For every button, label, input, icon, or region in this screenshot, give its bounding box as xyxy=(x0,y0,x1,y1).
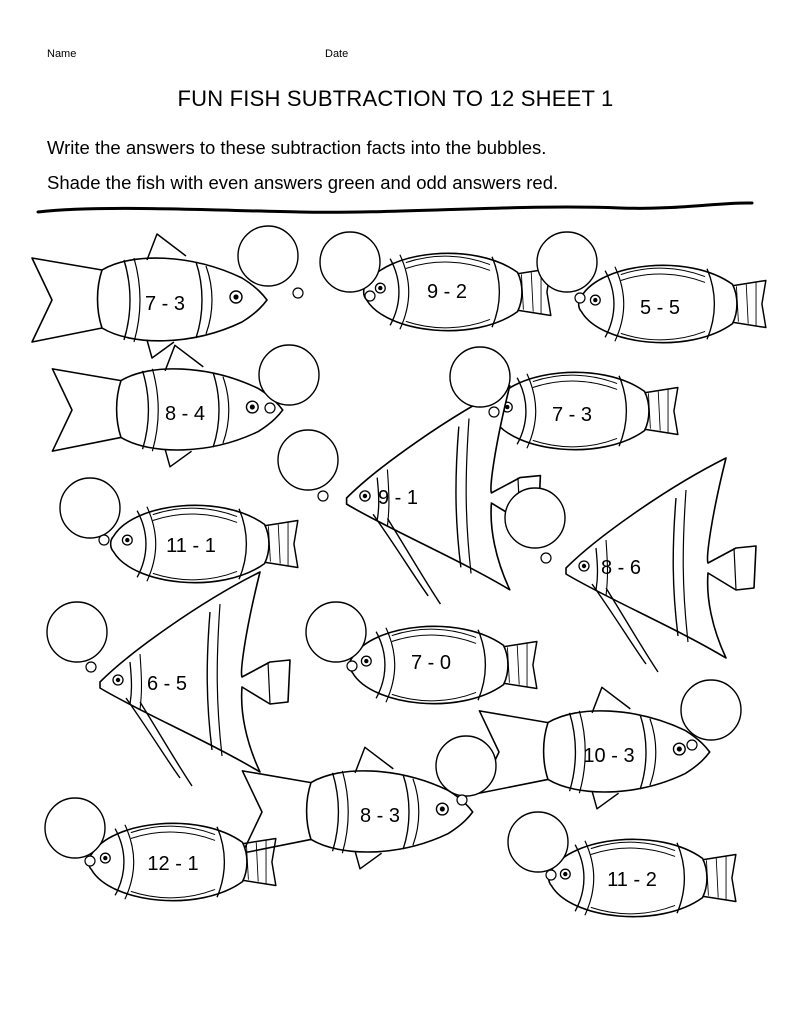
small-bubble xyxy=(347,661,357,671)
problem-label: 9 - 1 xyxy=(377,487,419,509)
problem-label: 8 - 6 xyxy=(600,557,642,579)
answer-bubble[interactable] xyxy=(450,347,510,407)
answer-bubble[interactable] xyxy=(508,812,568,872)
problem-label: 12 - 1 xyxy=(147,853,199,875)
small-bubble xyxy=(575,293,585,303)
angel-fish xyxy=(566,458,756,672)
small-bubble xyxy=(687,740,697,750)
answer-bubble[interactable] xyxy=(259,345,319,405)
page-title: FUN FISH SUBTRACTION TO 12 SHEET 1 xyxy=(177,86,614,111)
problem-label: 8 - 4 xyxy=(164,403,206,425)
answer-bubble[interactable] xyxy=(505,488,565,548)
answer-bubble[interactable] xyxy=(436,736,496,796)
problem-label: 7 - 0 xyxy=(410,652,452,674)
problem-label: 10 - 3 xyxy=(583,745,635,767)
small-bubble xyxy=(85,856,95,866)
instruction-line-1: Write the answers to these subtraction facts into the bubbles. xyxy=(47,137,547,158)
small-bubble xyxy=(293,288,303,298)
answer-bubble[interactable] xyxy=(320,232,380,292)
problem-label: 5 - 5 xyxy=(639,297,681,319)
small-bubble xyxy=(546,870,556,880)
small-bubble xyxy=(86,662,96,672)
small-bubble xyxy=(541,553,551,563)
water-line xyxy=(38,203,752,212)
angel-fish xyxy=(100,572,290,786)
answer-bubble[interactable] xyxy=(47,602,107,662)
answer-bubble[interactable] xyxy=(537,232,597,292)
name-label: Name xyxy=(47,48,77,60)
small-bubble xyxy=(265,403,275,413)
date-label: Date xyxy=(325,48,349,60)
problem-label: 11 - 2 xyxy=(607,869,657,891)
answer-bubble[interactable] xyxy=(278,430,338,490)
small-bubble xyxy=(318,491,328,501)
small-bubble xyxy=(365,291,375,301)
problem-label: 11 - 1 xyxy=(166,535,216,557)
problem-label: 6 - 5 xyxy=(146,673,188,695)
answer-bubble[interactable] xyxy=(238,226,298,286)
problem-label: 8 - 3 xyxy=(359,805,401,827)
problem-label: 9 - 2 xyxy=(426,281,468,303)
instruction-line-2: Shade the fish with even answers green and odd answers red. xyxy=(47,172,559,193)
answer-bubble[interactable] xyxy=(681,680,741,740)
answer-bubble[interactable] xyxy=(306,602,366,662)
problem-label: 7 - 3 xyxy=(551,404,593,426)
small-bubble xyxy=(457,795,467,805)
small-bubble xyxy=(99,535,109,545)
small-bubble xyxy=(489,407,499,417)
answer-bubble[interactable] xyxy=(45,798,105,858)
problem-label: 7 - 3 xyxy=(144,293,186,315)
answer-bubble[interactable] xyxy=(60,478,120,538)
